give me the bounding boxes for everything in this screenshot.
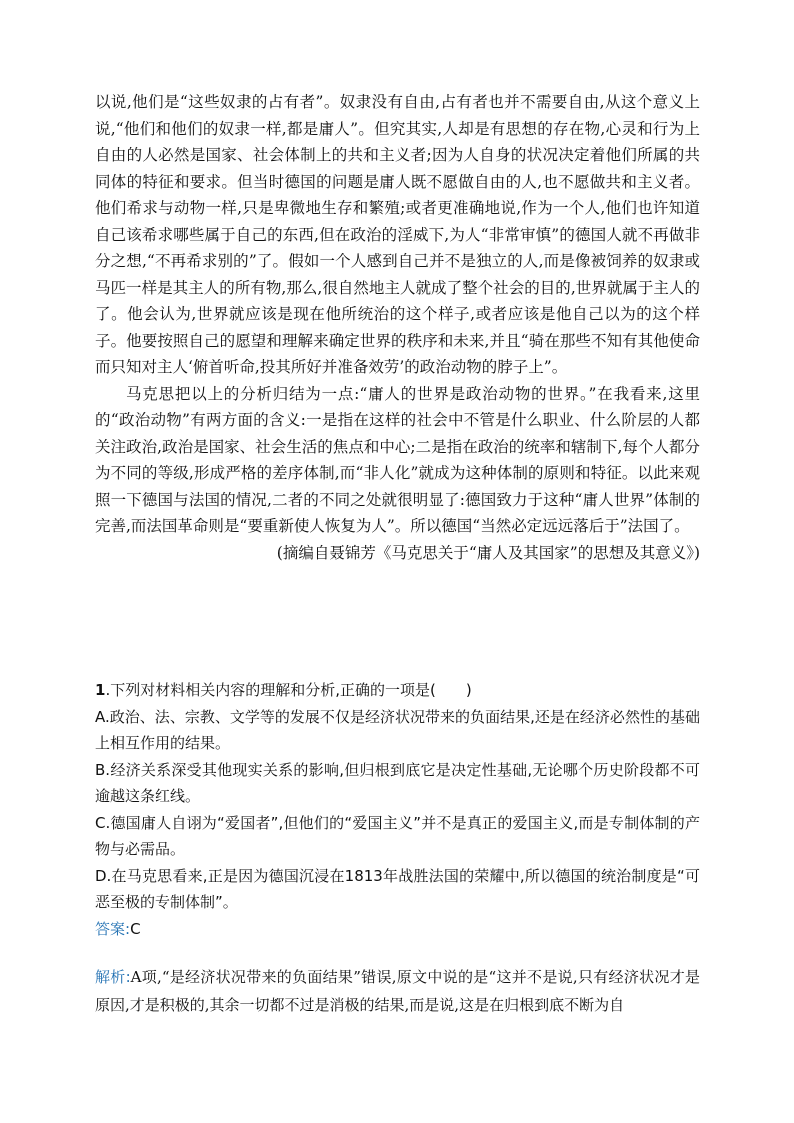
- question-number: 1: [95, 681, 106, 699]
- analysis-text: A项,“是经济状况带来的负面结果”错误,原文中说的是“这并不是说,只有经济状况才是原因,才是积极的,其余一切都不过是消极的结果,而是说,这是在归根到底不断为自: [95, 968, 700, 1014]
- option-b: B.经济关系深受其他现实关系的影响,但归根到底它是决定性基础,无论哪个历史阶段都不可逾越这条红线。: [95, 760, 700, 805]
- option-d: D.在马克思看来,正是因为德国沉浸在1813年战胜法国的荣耀中,所以德国的统治制度是“可恶至极的专制体制”。: [95, 866, 700, 911]
- option-a: A.政治、法、宗教、文学等的发展不仅是经济状况带来的负面结果,还是在经济必然性的基础上相互作用的结果。: [95, 707, 700, 752]
- option-c: C.德国庸人自诩为“爱国者”,但他们的“爱国主义”并不是真正的爱国主义,而是专制体制的产物与必需品。: [95, 813, 700, 858]
- reading-passage: [95, 89, 700, 566]
- passage-paragraph-1: 以说,他们是“这些奴隶的占有者”。奴隶没有自由,占有者也并不需要自由,从这个意义上说,“他们和他们的奴隶一样,都是庸人”。但究其实,人却是有思想的存在物,心灵和行为上自由的人必然是国家、社会体制上的共和主义者;因为人自身的状况决定着他们所属的共同体的特征和要求。但当时德国的问题是庸人既不愿做自由的人,也不愿做共和主义者。他们希求与动物一样,只是卑微地生存和繁殖;或者更准确地说,作为一个人,他们也许知道自己该希求哪些属于自己的东西,但在政治的淫威下,为人“非常审慎”的德国人就不再做非分之想,“不再希求别的”了。假如一个人感到自己并不是独立的人,而是像被饲养的奴隶或马匹一样是其主人的所有物,那么,很自然地主人就成了整个社会的目的,世界就属于主人的了。他会认为,世界就应该是现在他所统治的这个样子,或者应该是他自己以为的这个样子。他要按照自己的愿望和理解来确定世界的秩序和未来,并且“骑在那些不知有其他使命而只知对主人‘俯首听命,投其所好并准备效劳’的政治动物的脖子上”。: [95, 93, 700, 376]
- analysis-label: 解析: [95, 968, 126, 986]
- answer-label: 答案: [95, 919, 126, 938]
- question-stem-text: .下列对材料相关内容的理解和分析,正确的一项是( ): [105, 681, 472, 699]
- analysis-section: [95, 963, 700, 1019]
- question-stem: [95, 677, 700, 704]
- answer-value: C: [130, 919, 141, 938]
- passage-paragraph-2: 马克思把以上的分析归结为一点:“庸人的世界是政治动物的世界。”在我看来,这里的“政治动物”有两方面的含义:一是指在这样的社会中不管是什么职业、什么阶层的人都关注政治,政治是国家、社会生活的焦点和中心;二是指在政治的统率和辖制下,每个人都分为不同的等级,形成严格的差序体制,而“非人化”就成为这种体制的原则和特征。以此来观照一下德国与法国的情况,二者的不同之处就很明显了:德国致力于这种“庸人世界”体制的完善,而法国革命则是“要重新使人恢复为人”。所以德国“当然必定远远落后于”法国了。: [95, 384, 700, 535]
- answer-colon: :: [125, 919, 131, 938]
- analysis-colon: :: [125, 968, 131, 986]
- passage-source-citation: (摘编自聂锦芳《马克思关于“庸人及其国家”的思想及其意义》): [276, 543, 700, 562]
- question-1: [95, 677, 700, 942]
- analysis-line: [95, 963, 700, 1019]
- answer-line: [95, 916, 700, 943]
